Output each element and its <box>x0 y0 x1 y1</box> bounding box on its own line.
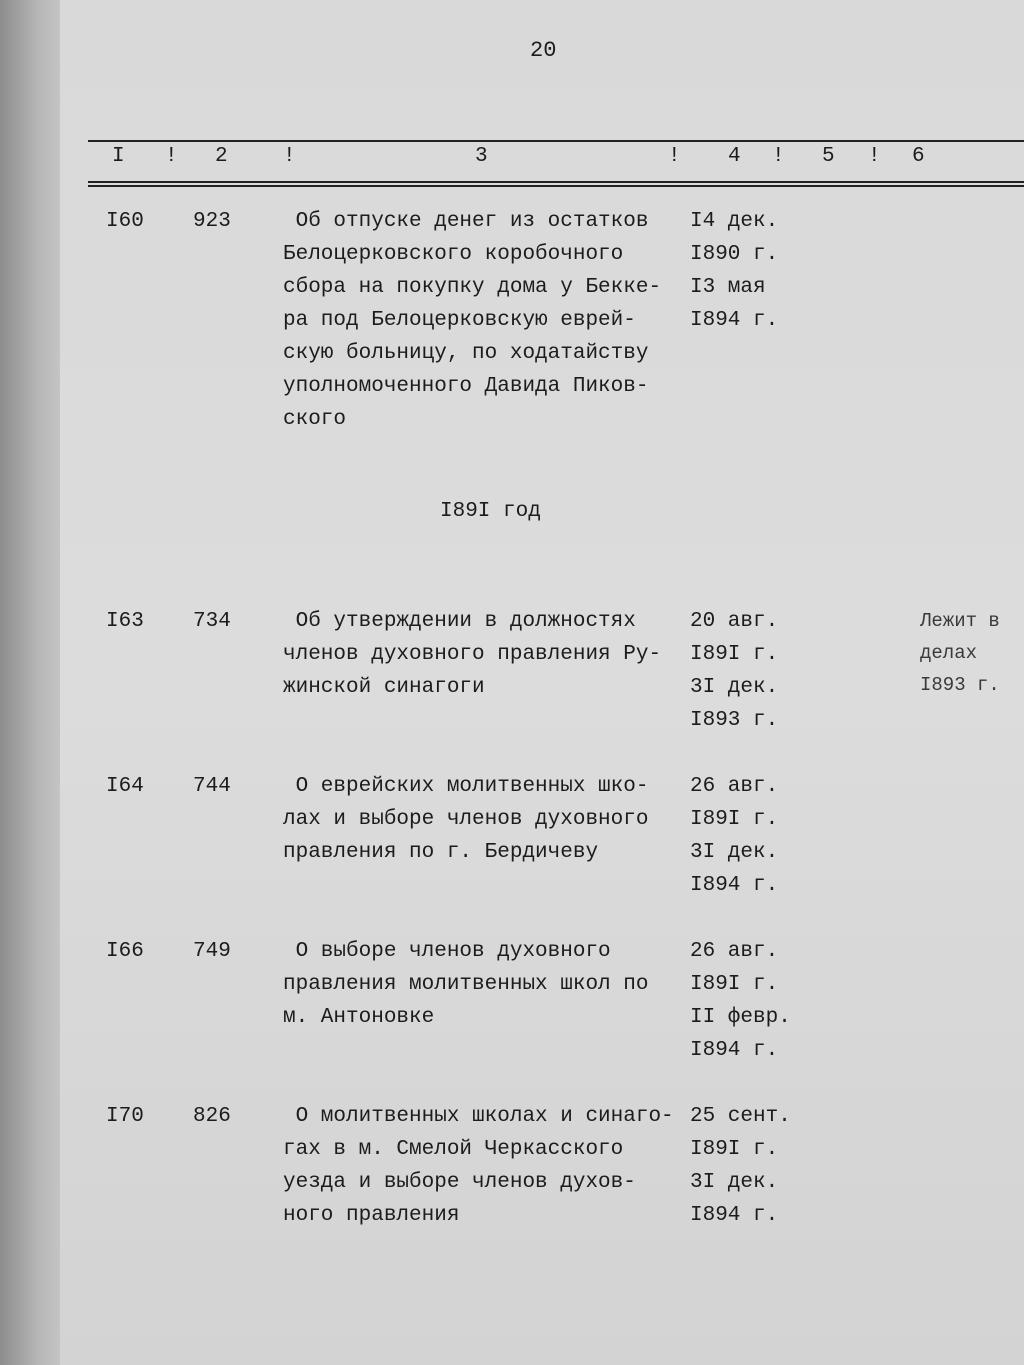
record-number: I66 <box>106 940 144 963</box>
record-number: I63 <box>106 610 144 633</box>
record-date-line: I893 г. <box>690 709 779 732</box>
record-date-line: 25 сент. <box>690 1105 791 1128</box>
record-date-line: 26 авг. <box>690 940 779 963</box>
record-description-line: правления по г. Бердичеву <box>283 841 599 864</box>
record-date-line: 26 авг. <box>690 775 779 798</box>
record-description-line: правления молитвенных школ по <box>283 973 649 996</box>
record-description-line: Об утверждении в должностях <box>283 610 636 633</box>
record-description-line: жинской синагоги <box>283 676 485 699</box>
record-date-line: I3 мая <box>690 276 766 299</box>
record-description-line: Об отпуске денег из остатков <box>283 210 649 233</box>
record-date-line: I894 г. <box>690 874 779 897</box>
header-top-rule <box>88 140 1024 142</box>
record-date-line: 3I дек. <box>690 676 779 699</box>
record-date-line: I89I г. <box>690 643 779 666</box>
file-number: 749 <box>193 940 231 963</box>
record-description-line: Белоцерковского коробочного <box>283 243 624 266</box>
file-number: 923 <box>193 210 231 233</box>
column-header: 6 <box>912 145 925 168</box>
record-description-line: ного правления <box>283 1204 460 1227</box>
record-date-line: I894 г. <box>690 309 779 332</box>
record-description-line: гах в м. Смелой Черкасского <box>283 1138 624 1161</box>
file-number: 734 <box>193 610 231 633</box>
record-date-line: 3I дек. <box>690 1171 779 1194</box>
record-description-line: уезда и выборе членов духов- <box>283 1171 636 1194</box>
record-number: I70 <box>106 1105 144 1128</box>
record-number: I64 <box>106 775 144 798</box>
record-description-line: сбора на покупку дома у Бекке- <box>283 276 662 299</box>
record-description-line: О молитвенных школах и синаго- <box>283 1105 674 1128</box>
record-date-line: 3I дек. <box>690 841 779 864</box>
record-description-line: О выборе членов духовного <box>283 940 611 963</box>
column-header: 4 <box>728 145 741 168</box>
record-description-line: ского <box>283 408 347 431</box>
file-number: 744 <box>193 775 231 798</box>
header-bottom-rule-2 <box>88 185 1024 187</box>
record-date-line: II февр. <box>690 1006 791 1029</box>
column-separator: ! <box>165 145 178 168</box>
column-header: 2 <box>215 145 228 168</box>
record-description-line: м. Антоновке <box>283 1006 435 1029</box>
year-heading: I89I год <box>440 500 541 523</box>
record-description-line: О еврейских молитвенных шко- <box>283 775 649 798</box>
column-separator: ! <box>772 145 785 168</box>
record-date-line: I89I г. <box>690 1138 779 1161</box>
column-header: 5 <box>822 145 835 168</box>
record-note-line: Лежит в <box>920 610 1000 632</box>
record-description-line: лах и выборе членов духовного <box>283 808 649 831</box>
file-number: 826 <box>193 1105 231 1128</box>
record-date-line: I89I г. <box>690 808 779 831</box>
column-separator: ! <box>283 145 296 168</box>
record-description-line: членов духовного правления Ру- <box>283 643 662 666</box>
record-date-line: 20 авг. <box>690 610 779 633</box>
record-description-line: скую больницу, по ходатайству <box>283 342 649 365</box>
record-date-line: I894 г. <box>690 1204 779 1227</box>
column-header: I <box>112 145 125 168</box>
record-description-line: ра под Белоцерковскую еврей- <box>283 309 636 332</box>
column-header: 3 <box>475 145 488 168</box>
record-date-line: I890 г. <box>690 243 779 266</box>
column-separator: ! <box>668 145 681 168</box>
record-note-line: I893 г. <box>920 674 1000 696</box>
record-date-line: I4 дек. <box>690 210 779 233</box>
record-note-line: делах <box>920 642 978 664</box>
record-number: I60 <box>106 210 144 233</box>
record-description-line: уполномоченного Давида Пиков- <box>283 375 649 398</box>
record-date-line: I894 г. <box>690 1039 779 1062</box>
page-number: 20 <box>530 38 557 63</box>
header-bottom-rule <box>88 181 1024 183</box>
record-date-line: I89I г. <box>690 973 779 996</box>
column-separator: ! <box>868 145 881 168</box>
